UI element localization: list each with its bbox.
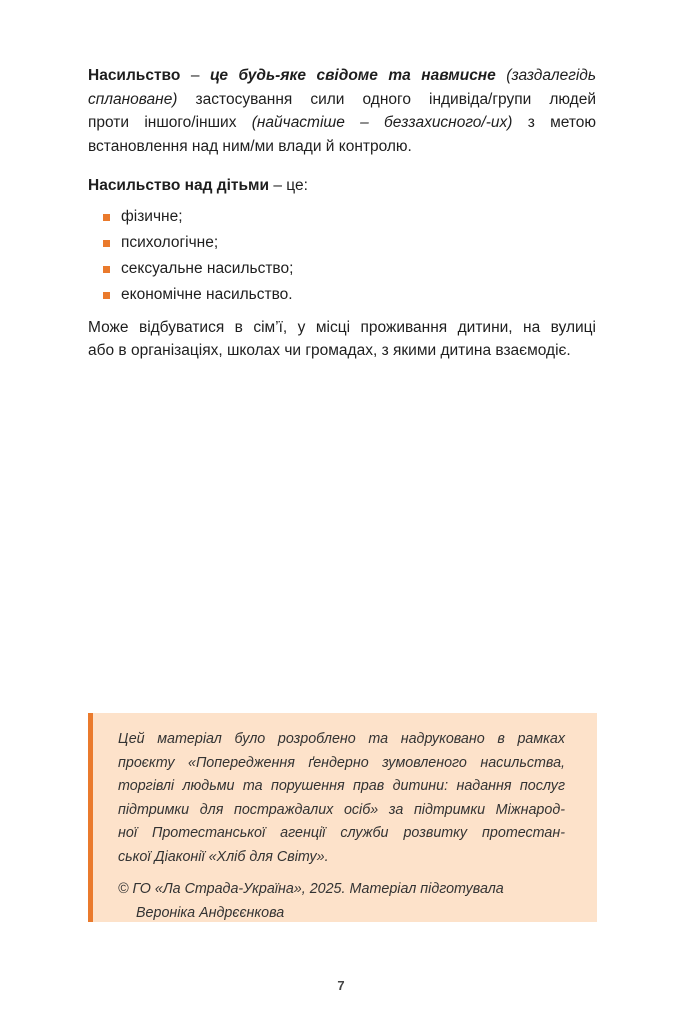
note-line: ської Діаконії «Хліб для Світу». <box>118 848 329 865</box>
definition-text-3a: проти іншого/інших <box>88 114 252 131</box>
list-item-text: економічне насильство. <box>121 285 293 303</box>
square-bullet-icon <box>103 214 110 221</box>
places-line-2: або в організаціях, школах чи громадах, з якими дитина взаємодіє. <box>88 342 571 359</box>
definition-italic-2: сплановане) <box>88 90 178 108</box>
list-item-text: фізичне; <box>121 207 183 225</box>
definition-italic-3: (найчастіше – беззахисного/-их) <box>251 114 513 131</box>
list-item <box>88 230 596 256</box>
square-bullet-icon <box>103 266 110 273</box>
definition-line-2 <box>88 88 596 112</box>
copyright-author: Вероніка Андрєєнкова <box>136 904 285 921</box>
list-item <box>88 282 596 308</box>
definition-italic-1: (заздалегідь <box>495 67 596 84</box>
definition-line-1 <box>88 64 596 88</box>
note-line: підтримки для постраждалих осіб» за підтримки Міжнарод- <box>118 801 565 818</box>
list-item <box>88 204 596 230</box>
children-intro <box>88 174 596 198</box>
note-line: торгівлі людьми та порушення прав дитини: надання послуг <box>118 778 565 794</box>
violence-types-list <box>88 204 596 308</box>
children-intro-rest: – це: <box>269 177 308 194</box>
copyright-line-1: © ГО «Ла Страда-Україна», 2025. Матеріал підготувала <box>118 881 504 897</box>
main-content <box>88 64 596 363</box>
children-intro-bold: Насильство над дітьми <box>88 177 270 194</box>
square-bullet-icon <box>103 240 110 247</box>
places-line-1: Може відбуватися в сім’ї, у місці проживання дитини, на вулиці <box>88 318 596 336</box>
definition-term: Насильство <box>88 67 181 84</box>
definition-bold-italic: це будь-яке свідоме та навмисне <box>210 67 496 84</box>
accent-bar <box>88 713 93 922</box>
definition-text-3b: з метою <box>512 114 597 131</box>
list-item-text: психологічне; <box>121 233 219 251</box>
copyright-notice <box>118 878 565 925</box>
project-note-box <box>88 713 597 922</box>
definition-line-3 <box>88 111 596 135</box>
note-line: ної Протестанської агенції служби розвитку протестан- <box>118 825 565 841</box>
definition-dash: – <box>180 67 210 84</box>
square-bullet-icon <box>103 292 110 299</box>
note-line: Цей матеріал було розроблено та надруковано в рамках <box>118 731 565 747</box>
list-item <box>88 256 596 282</box>
definition-line-4: встановлення над ним/ми влади й контролю. <box>88 137 412 155</box>
project-note-text <box>118 728 565 925</box>
note-line: проєкту «Попередження ґендерно зумовленого насильства, <box>118 754 565 771</box>
definition-paragraph <box>88 64 596 158</box>
definition-text-2: застосування сили одного індивіда/групи людей <box>177 90 596 108</box>
list-item-text: сексуальне насильство; <box>121 259 294 277</box>
page-number: 7 <box>337 978 345 993</box>
places-paragraph <box>88 316 596 363</box>
